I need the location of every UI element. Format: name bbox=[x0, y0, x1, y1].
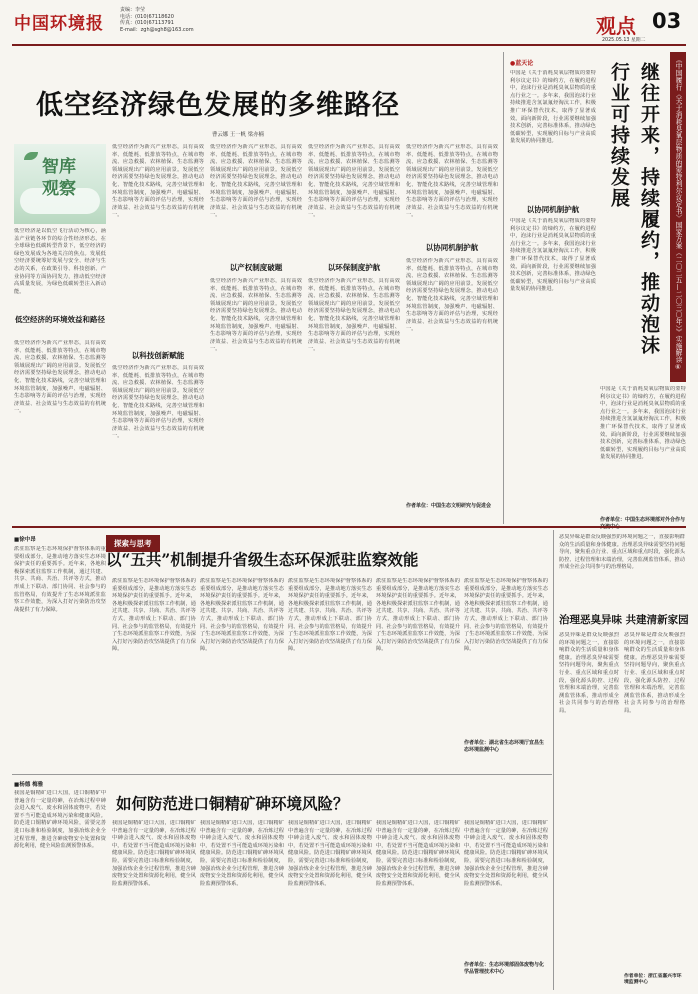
article2-left-label: ■徐中昂 bbox=[14, 537, 36, 543]
article3-divider bbox=[553, 530, 554, 990]
lead-title: 低空经济绿色发展的多维路径 bbox=[36, 90, 400, 121]
article3-title: 治理恶臭异味 共建清新家园 bbox=[559, 614, 689, 626]
right-feature-title: 继往开来，持续履约，推动泡沫行业可持续发展 bbox=[608, 62, 660, 356]
article2-col2-body: 派驻监察是生态环境保护督察体系的重要组成部分，是推动地方落实生态环境保护责任的重要抓手。近年来，各地积极探索派驻监察工作机制，通过共建、共享、共商、共治、共评等方式，推动形成上下联动、部门协同、社会参与的监管格局，有效提升了生态环境派驻监察工作效能，为深入打好污染防治攻坚战提供了有力保障。 bbox=[112, 578, 196, 653]
article2-author-note: 作者单位：湖北省生态环境厅宜昌生态环境监测中心 bbox=[464, 740, 545, 753]
article4-col4-body: 我国是铜精矿进口大国，进口铜精矿中普遍含有一定量的砷，在冶炼过程中砷会进入废气、废水和固体废物中，若处置不当可能造成环境污染和健康风险。防范进口铜精矿砷环境风险，需要完善进口标准和检验制度，加强冶炼企业全过程管理，推进含砷废物安全处置和资源化利用，健全风险监测预警体系。 bbox=[288, 820, 372, 887]
article4-author-note: 作者单位：生态环境部固体废物与化学品管理技术中心 bbox=[464, 962, 545, 975]
fax-line: 传真：(010)67113791 bbox=[120, 20, 174, 27]
lead-subhead-4: 以环保制度护航 bbox=[327, 263, 381, 272]
lead-byline: 曹云娜 王一帆 梁亦楠 bbox=[212, 132, 264, 138]
article4-title: 如何防范进口铜精矿砷环境风险？ bbox=[116, 794, 349, 813]
side-strip-text: 《中国履行〈关于消耗臭氧层物质的蒙特利尔议定书〉国家方案（二〇二五—二〇三〇年）》实施解读⑥ bbox=[674, 56, 682, 372]
phone-line: 电话：(010)67118620 bbox=[120, 13, 174, 20]
issue-date: 2025.05.13 星期二 bbox=[602, 38, 646, 43]
newspaper-logo: 中国环境报 bbox=[14, 14, 104, 34]
article2-col4-body: 派驻监察是生态环境保护督察体系的重要组成部分，是推动地方落实生态环境保护责任的重要抓手。近年来，各地积极探索派驻监察工作机制，通过共建、共享、共商、共治、共评等方式，推动形成上下联动、部门协同、社会参与的监管格局，有效提升了生态环境派驻监察工作效能，为深入打好污染防治攻坚战提供了有力保障。 bbox=[288, 578, 372, 653]
article4-rule bbox=[12, 774, 552, 775]
lead-subhead-5: 以协同机制护航 bbox=[425, 243, 479, 252]
article2-title: 以“五共”机制提升省级生态环保派驻监察效能 bbox=[106, 550, 419, 569]
article4-col3-body: 我国是铜精矿进口大国，进口铜精矿中普遍含有一定量的砷，在冶炼过程中砷会进入废气、废水和固体废物中，若处置不当可能造成环境污染和健康风险。防范进口铜精矿砷环境风险，需要完善进口标准和检验制度，加强冶炼企业全过程管理，推进含砷废物安全处置和资源化利用，健全风险监测预警体系。 bbox=[200, 820, 284, 887]
article2-col6-body: 派驻监察是生态环境保护督察体系的重要组成部分，是推动地方落实生态环境保护责任的重要抓手。近年来，各地积极探索派驻监察工作机制，通过共建、共享、共商、共治、共评等方式，推动形成上下联动、部门协同、社会参与的监管格局，有效提升了生态环境派驻监察工作效能，为深入打好污染防治攻坚战提供了有力保障。 bbox=[464, 578, 548, 653]
lead-col3-body: 低空经济作为新兴产业形态，具有高效率、低能耗、低排放等特点，在城市物流、应急救援、农林植保、生态监测等领域展现出广阔的应用前景。发展低空经济需要坚持绿色发展理念，推动电动化、智能化技术路线，完善空域管理和环境监管制度，加强噪声、电磁辐射、生态影响等方面的评估与治理，实现经济效益、社会效益与生态效益的有机统一。 bbox=[210, 144, 302, 219]
lead-col3-body-b: 低空经济作为新兴产业形态，具有高效率、低能耗、低排放等特点，在城市物流、应急救援、农林植保、生态监测等领域展现出广阔的应用前景。发展低空经济需要坚持绿色发展理念，推动电动化、智能化技术路线，完善空域管理和环境监管制度，加强噪声、电磁辐射、生态影响等方面的评估与治理，实现经济效益、社会效益与生态效益的有机统一。 bbox=[210, 278, 302, 353]
right-subhead: 以协同机制护航 bbox=[526, 205, 580, 214]
article3-col2-body: 恶臭异味是群众反映强烈的环境问题之一，直接影响群众的生活质量和身体健康。治理恶臭异味需要坚持问题导向，聚焦重点行业、重点区域和重点时段，强化源头防控、过程管理和末端治理，完善监测监管体系，推动形成全社会共同参与的治理格局。 bbox=[559, 632, 619, 714]
right-author-note: 作者单位：中国生态环境部对外合作与 bbox=[600, 517, 686, 523]
section-tag: 探索与思考 bbox=[106, 535, 160, 552]
right-feature-badge: ●蓝天论 bbox=[510, 60, 534, 67]
lead-col4-body: 低空经济作为新兴产业形态，具有高效率、低能耗、低排放等特点，在城市物流、应急救援、农林植保、生态监测等领域展现出广阔的应用前景。发展低空经济需要坚持绿色发展理念，推动电动化、智能化技术路线，完善空域管理和环境监管制度，加强噪声、电磁辐射、生态影响等方面的评估与治理，实现经济效益、社会效益与生态效益的有机统一。 bbox=[308, 144, 400, 219]
article2-col5-body: 派驻监察是生态环境保护督察体系的重要组成部分，是推动地方落实生态环境保护责任的重要抓手。近年来，各地积极探索派驻监察工作机制，通过共建、共享、共商、共治、共评等方式，推动形成上下联动、部门协同、社会参与的监管格局，有效提升了生态环境派驻监察工作效能，为深入打好污染防治攻坚战提供了有力保障。 bbox=[376, 578, 460, 653]
leaf-icon bbox=[24, 152, 38, 160]
article4-col2-body: 我国是铜精矿进口大国，进口铜精矿中普遍含有一定量的砷，在冶炼过程中砷会进入废气、废水和固体废物中，若处置不当可能造成环境污染和健康风险。防范进口铜精矿砷环境风险，需要完善进口标准和检验制度，加强冶炼企业全过程管理，推进含砷废物安全处置和资源化利用，健全风险监测预警体系。 bbox=[112, 820, 196, 887]
column-badge-line1: 智库 bbox=[42, 157, 76, 177]
lead-subhead-2: 以科技创新赋能 bbox=[131, 351, 185, 360]
article4-col6-body: 我国是铜精矿进口大国，进口铜精矿中普遍含有一定量的砷，在冶炼过程中砷会进入废气、废水和固体废物中，若处置不当可能造成环境污染和健康风险。防范进口铜精矿砷环境风险，需要完善进口标准和检验制度，加强冶炼企业全过程管理，推进含砷废物安全处置和资源化利用，健全风险监测预警体系。 bbox=[464, 820, 548, 887]
lead-col5-body: 低空经济作为新兴产业形态，具有高效率、低能耗、低排放等特点，在城市物流、应急救援、农林植保、生态监测等领域展现出广阔的应用前景。发展低空经济需要坚持绿色发展理念，推动电动化、智能化技术路线，完善空域管理和环境监管制度，加强噪声、电磁辐射、生态影响等方面的评估与治理，实现经济效益、社会效益与生态效益的有机统一。 bbox=[406, 144, 498, 219]
lead-col2-body-b: 低空经济作为新兴产业形态，具有高效率、低能耗、低排放等特点，在城市物流、应急救援、农林植保、生态监测等领域展现出广阔的应用前景。发展低空经济需要坚持绿色发展理念，推动电动化、智能化技术路线，完善空域管理和环境监管制度，加强噪声、电磁辐射、生态影响等方面的评估与治理，实现经济效益、社会效益与生态效益的有机统一。 bbox=[112, 365, 204, 440]
lead-intro: 低空经济是以低空飞行活动为核心，涵盖产业链各环节的综合性经济形态。在全球绿色低碳转型背景下，低空经济的绿色发展成为各地关注的焦点。发展低空经济要统筹好发展与安全、经济与生态的关系，在政策引导、科技创新、产业协同等方面协同发力，推动低空经济高质量发展，为绿色低碳转型注入新动能。 bbox=[14, 228, 106, 295]
lead-author-note: 作者单位：中国生态文明研究与促进会 bbox=[406, 503, 492, 509]
lead-subhead-1: 低空经济的环境效益和路径 bbox=[15, 315, 105, 324]
lead-col2-body: 低空经济作为新兴产业形态，具有高效率、低能耗、低排放等特点，在城市物流、应急救援、农林植保、生态监测等领域展现出广阔的应用前景。发展低空经济需要坚持绿色发展理念，推动电动化、智能化技术路线，完善空域管理和环境监管制度，加强噪声、电磁辐射、生态影响等方面的评估与治理，实现经济效益、社会效益与生态效益的有机统一。 bbox=[112, 144, 204, 219]
article4-left-label: ■杨德 梅雅 bbox=[14, 782, 44, 788]
email-line: E-mail：zgh@sgh8@163.com bbox=[120, 26, 194, 33]
article3-col1-body: 恶臭异味是群众反映强烈的环境问题之一，直接影响群众的生活质量和身体健康。治理恶臭异味需要坚持问题导向，聚焦重点行业、重点区域和重点时段，强化源头防控、过程管理和末端治理，完善监测监管体系，推动形成全社会共同参与的治理格局。 bbox=[559, 534, 685, 571]
section-rule bbox=[12, 526, 686, 528]
page-number: 03 bbox=[652, 9, 682, 33]
article4-col5-body: 我国是铜精矿进口大国，进口铜精矿中普遍含有一定量的砷，在冶炼过程中砷会进入废气、废水和固体废物中，若处置不当可能造成环境污染和健康风险。防范进口铜精矿砷环境风险，需要完善进口标准和检验制度，加强冶炼企业全过程管理，推进含砷废物安全处置和资源化利用，健全风险监测预警体系。 bbox=[376, 820, 460, 887]
editor-line: 责编：李莹 bbox=[120, 7, 146, 13]
right-col1-body: 中国是《关于消耗臭氧层物质的蒙特利尔议定书》的缔约方，在履约进程中，泡沫行业是消耗臭氧层物质的重点行业之一。多年来，我国泡沫行业持续推进含氢氯氟烃淘汰工作，积极推广环保替代技术，取得了显著成效。面向新阶段，行业需要继续加强技术创新，完善标准体系，推动绿色低碳转型，实现履约目标与产业高质量发展的协同推进。 bbox=[510, 70, 596, 145]
article3-col3-body: 恶臭异味是群众反映强烈的环境问题之一，直接影响群众的生活质量和身体健康。治理恶臭异味需要坚持问题导向，聚焦重点行业、重点区域和重点时段，强化源头防控、过程管理和末端治理，完善监测监管体系，推动形成全社会共同参与的治理格局。 bbox=[624, 632, 685, 714]
side-strip bbox=[670, 52, 686, 382]
article3-author-note: 作者单位：浙江省嘉兴市环境监测中心 bbox=[624, 974, 682, 986]
article2-col1-body: 派驻监察是生态环境保护督察体系的重要组成部分，是推动地方落实生态环境保护责任的重要抓手。近年来，各地积极探索派驻监察工作机制，通过共建、共享、共商、共治、共评等方式，推动形成上下联动、部门协同、社会参与的监管格局，有效提升了生态环境派驻监察工作效能，为深入打好污染防治攻坚战提供了有力保障。 bbox=[14, 546, 106, 613]
masthead-info bbox=[120, 7, 194, 33]
article2-col3-body: 派驻监察是生态环境保护督察体系的重要组成部分，是推动地方落实生态环境保护责任的重要抓手。近年来，各地积极探索派驻监察工作机制，通过共建、共享、共商、共治、共评等方式，推动形成上下联动、部门协同、社会参与的监管格局，有效提升了生态环境派驻监察工作效能，为深入打好污染防治攻坚战提供了有力保障。 bbox=[200, 578, 284, 653]
right-col2-body: 中国是《关于消耗臭氧层物质的蒙特利尔议定书》的缔约方，在履约进程中，泡沫行业是消耗臭氧层物质的重点行业之一。多年来，我国泡沫行业持续推进含氢氯氟烃淘汰工作，积极推广环保替代技术，取得了显著成效。面向新阶段，行业需要继续加强技术创新，完善标准体系，推动绿色低碳转型，实现履约目标与产业高质量发展的协同推进。 bbox=[600, 386, 686, 461]
masthead-rule bbox=[12, 44, 686, 46]
article4-col1-body: 我国是铜精矿进口大国，进口铜精矿中普遍含有一定量的砷，在冶炼过程中砷会进入废气、废水和固体废物中，若处置不当可能造成环境污染和健康风险。防范进口铜精矿砷环境风险，需要完善进口标准和检验制度，加强冶炼企业全过程管理，推进含砷废物安全处置和资源化利用，健全风险监测预警体系。 bbox=[14, 790, 106, 850]
lead-col5-body-b: 低空经济作为新兴产业形态，具有高效率、低能耗、低排放等特点，在城市物流、应急救援、农林植保、生态监测等领域展现出广阔的应用前景。发展低空经济需要坚持绿色发展理念，推动电动化、智能化技术路线，完善空域管理和环境监管制度，加强噪声、电磁辐射、生态影响等方面的评估与治理，实现经济效益、社会效益与生态效益的有机统一。 bbox=[406, 258, 498, 333]
column-badge bbox=[14, 144, 106, 224]
column-badge-line2: 观察 bbox=[42, 179, 76, 199]
right-col1-body-b: 中国是《关于消耗臭氧层物质的蒙特利尔议定书》的缔约方，在履约进程中，泡沫行业是消耗臭氧层物质的重点行业之一。多年来，我国泡沫行业持续推进含氢氯氟烃淘汰工作，积极推广环保替代技术，取得了显著成效。面向新阶段，行业需要继续加强技术创新，完善标准体系，推动绿色低碳转型，实现履约目标与产业高质量发展的协同推进。 bbox=[510, 218, 596, 293]
right-feature-divider bbox=[503, 52, 504, 524]
lead-col1-body: 低空经济作为新兴产业形态，具有高效率、低能耗、低排放等特点，在城市物流、应急救援、农林植保、生态监测等领域展现出广阔的应用前景。发展低空经济需要坚持绿色发展理念，推动电动化、智能化技术路线，完善空域管理和环境监管制度，加强噪声、电磁辐射、生态影响等方面的评估与治理，实现经济效益、社会效益与生态效益的有机统一。 bbox=[14, 340, 106, 415]
section-title: 观点 bbox=[596, 14, 636, 38]
lead-col4-body-b: 低空经济作为新兴产业形态，具有高效率、低能耗、低排放等特点，在城市物流、应急救援、农林植保、生态监测等领域展现出广阔的应用前景。发展低空经济需要坚持绿色发展理念，推动电动化、智能化技术路线，完善空域管理和环境监管制度，加强噪声、电磁辐射、生态影响等方面的评估与治理，实现经济效益、社会效益与生态效益的有机统一。 bbox=[308, 278, 400, 353]
lead-subhead-3: 以产权制度破题 bbox=[229, 263, 283, 272]
